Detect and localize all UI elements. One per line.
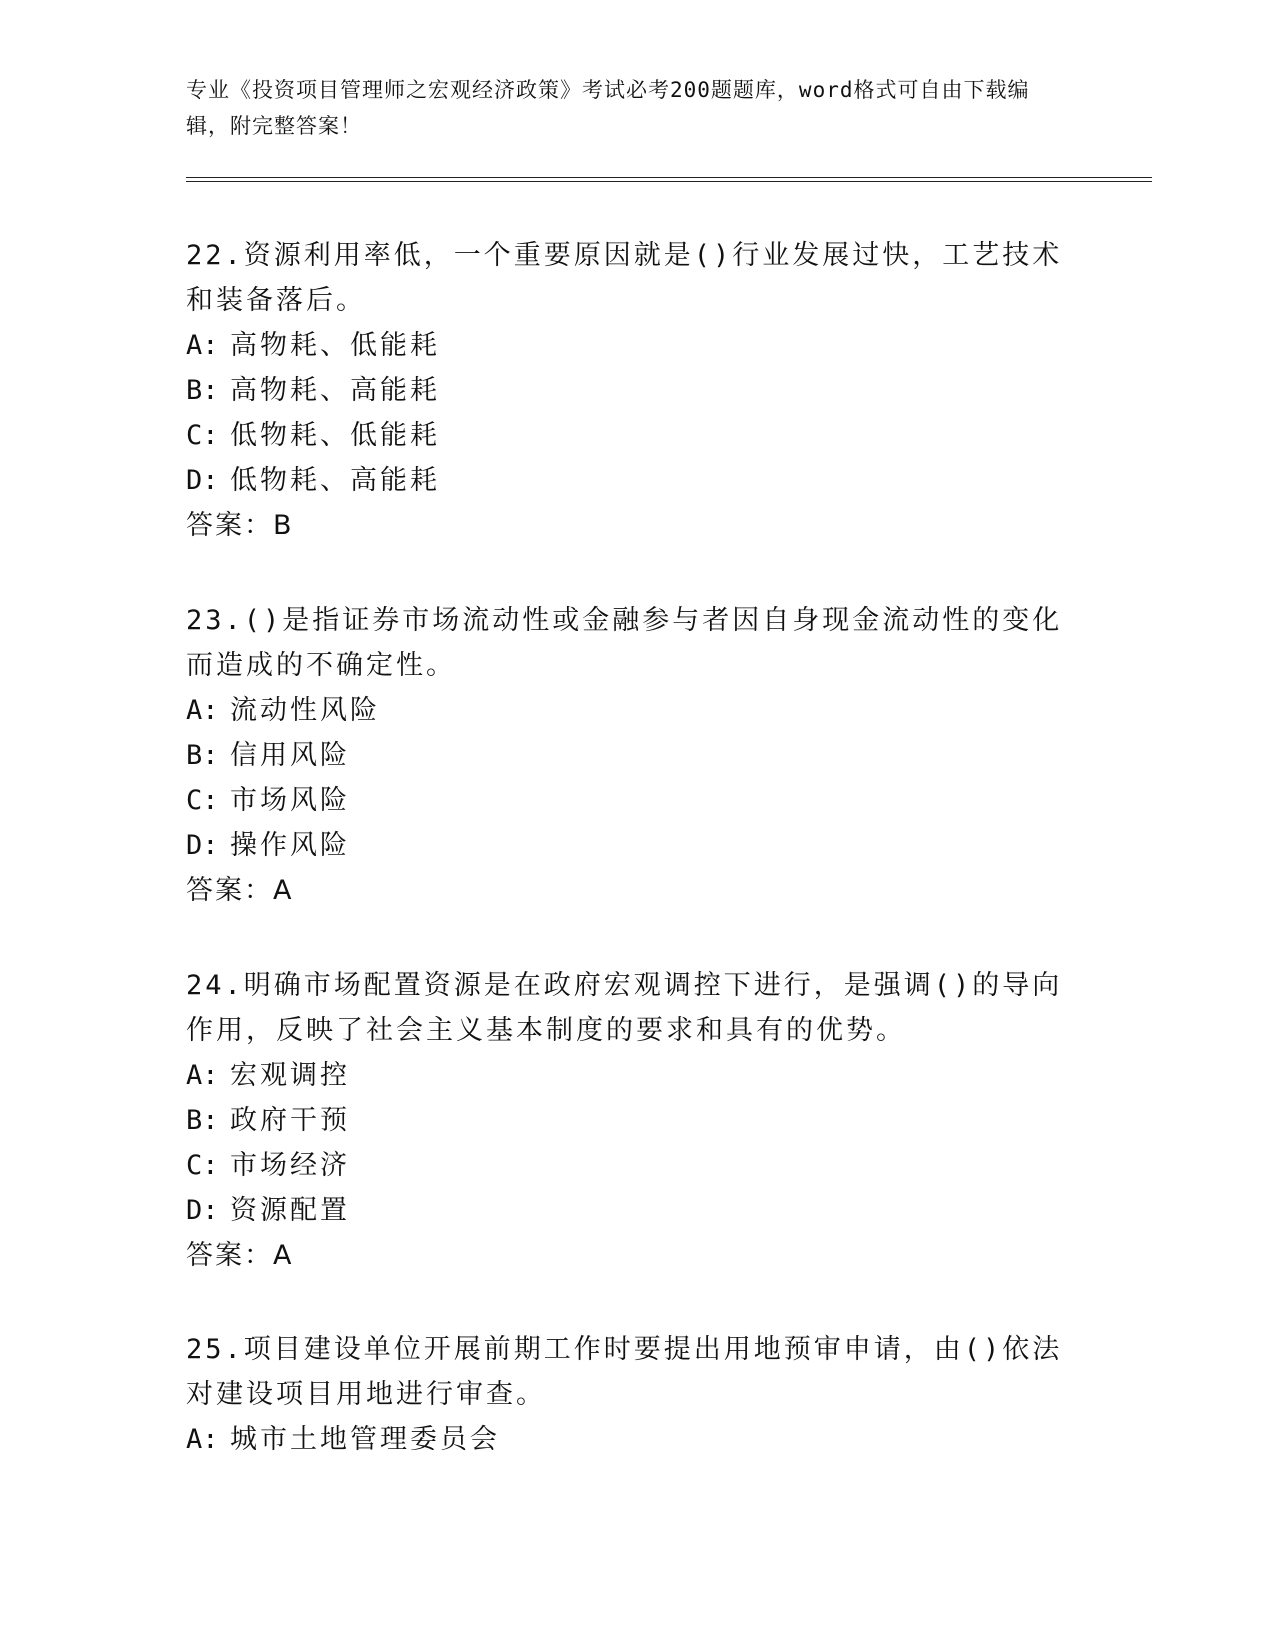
option-text: 低物耗、高能耗 — [230, 465, 440, 496]
option-key: D: — [186, 465, 219, 496]
option-b — [186, 733, 1076, 778]
option-key: C: — [186, 785, 219, 816]
answer-label: 答案：A — [186, 1240, 294, 1271]
question-25 — [186, 1327, 1076, 1462]
option-a — [186, 688, 1076, 733]
header-divider-line — [186, 177, 1152, 178]
option-key: D: — [186, 830, 219, 861]
option-key: B: — [186, 740, 219, 771]
option-text: 操作风险 — [230, 830, 350, 861]
document-header — [186, 72, 1066, 144]
header-title: 专业《投资项目管理师之宏观经济政策》考试必考200题题库，word格式可自由下载编辑，附完整答案！ — [186, 78, 1030, 138]
option-c — [186, 1143, 1076, 1188]
question-text: 24.明确市场配置资源是在政府宏观调控下进行，是强调()的导向作用，反映了社会主义基本制度的要求和具有的优势。 — [186, 970, 1063, 1046]
header-divider-line-2 — [186, 181, 1152, 182]
question-text: 22.资源利用率低，一个重要原因就是()行业发展过快，工艺技术和装备落后。 — [186, 240, 1063, 316]
question-text: 25.项目建设单位开展前期工作时要提出用地预审申请，由()依法对建设项目用地进行审查。 — [186, 1334, 1063, 1410]
answer-label: 答案：A — [186, 875, 294, 906]
option-key: B: — [186, 375, 219, 406]
option-key: A: — [186, 695, 219, 726]
option-text: 政府干预 — [230, 1105, 350, 1136]
option-d — [186, 458, 1076, 503]
option-a — [186, 323, 1076, 368]
option-key: A: — [186, 1060, 219, 1091]
option-text: 流动性风险 — [230, 695, 380, 726]
option-d — [186, 823, 1076, 868]
option-text: 资源配置 — [230, 1195, 350, 1226]
option-key: C: — [186, 1150, 219, 1181]
option-c — [186, 778, 1076, 823]
option-c — [186, 413, 1076, 458]
option-d — [186, 1188, 1076, 1233]
question-23 — [186, 598, 1076, 913]
question-text: 23.()是指证券市场流动性或金融参与者因自身现金流动性的变化而造成的不确定性。 — [186, 605, 1063, 681]
option-key: A: — [186, 330, 219, 361]
option-a — [186, 1417, 1076, 1462]
answer-label: 答案：B — [186, 510, 294, 541]
question-24 — [186, 963, 1076, 1278]
option-b — [186, 368, 1076, 413]
option-text: 市场经济 — [230, 1150, 350, 1181]
option-text: 高物耗、低能耗 — [230, 330, 440, 361]
option-text: 城市土地管理委员会 — [230, 1424, 500, 1455]
option-key: D: — [186, 1195, 219, 1226]
option-text: 高物耗、高能耗 — [230, 375, 440, 406]
option-text: 市场风险 — [230, 785, 350, 816]
option-key: C: — [186, 420, 219, 451]
option-b — [186, 1098, 1076, 1143]
option-a — [186, 1053, 1076, 1098]
question-22 — [186, 233, 1076, 548]
option-key: A: — [186, 1424, 219, 1455]
option-text: 信用风险 — [230, 740, 350, 771]
option-key: B: — [186, 1105, 219, 1136]
option-text: 低物耗、低能耗 — [230, 420, 440, 451]
option-text: 宏观调控 — [230, 1060, 350, 1091]
